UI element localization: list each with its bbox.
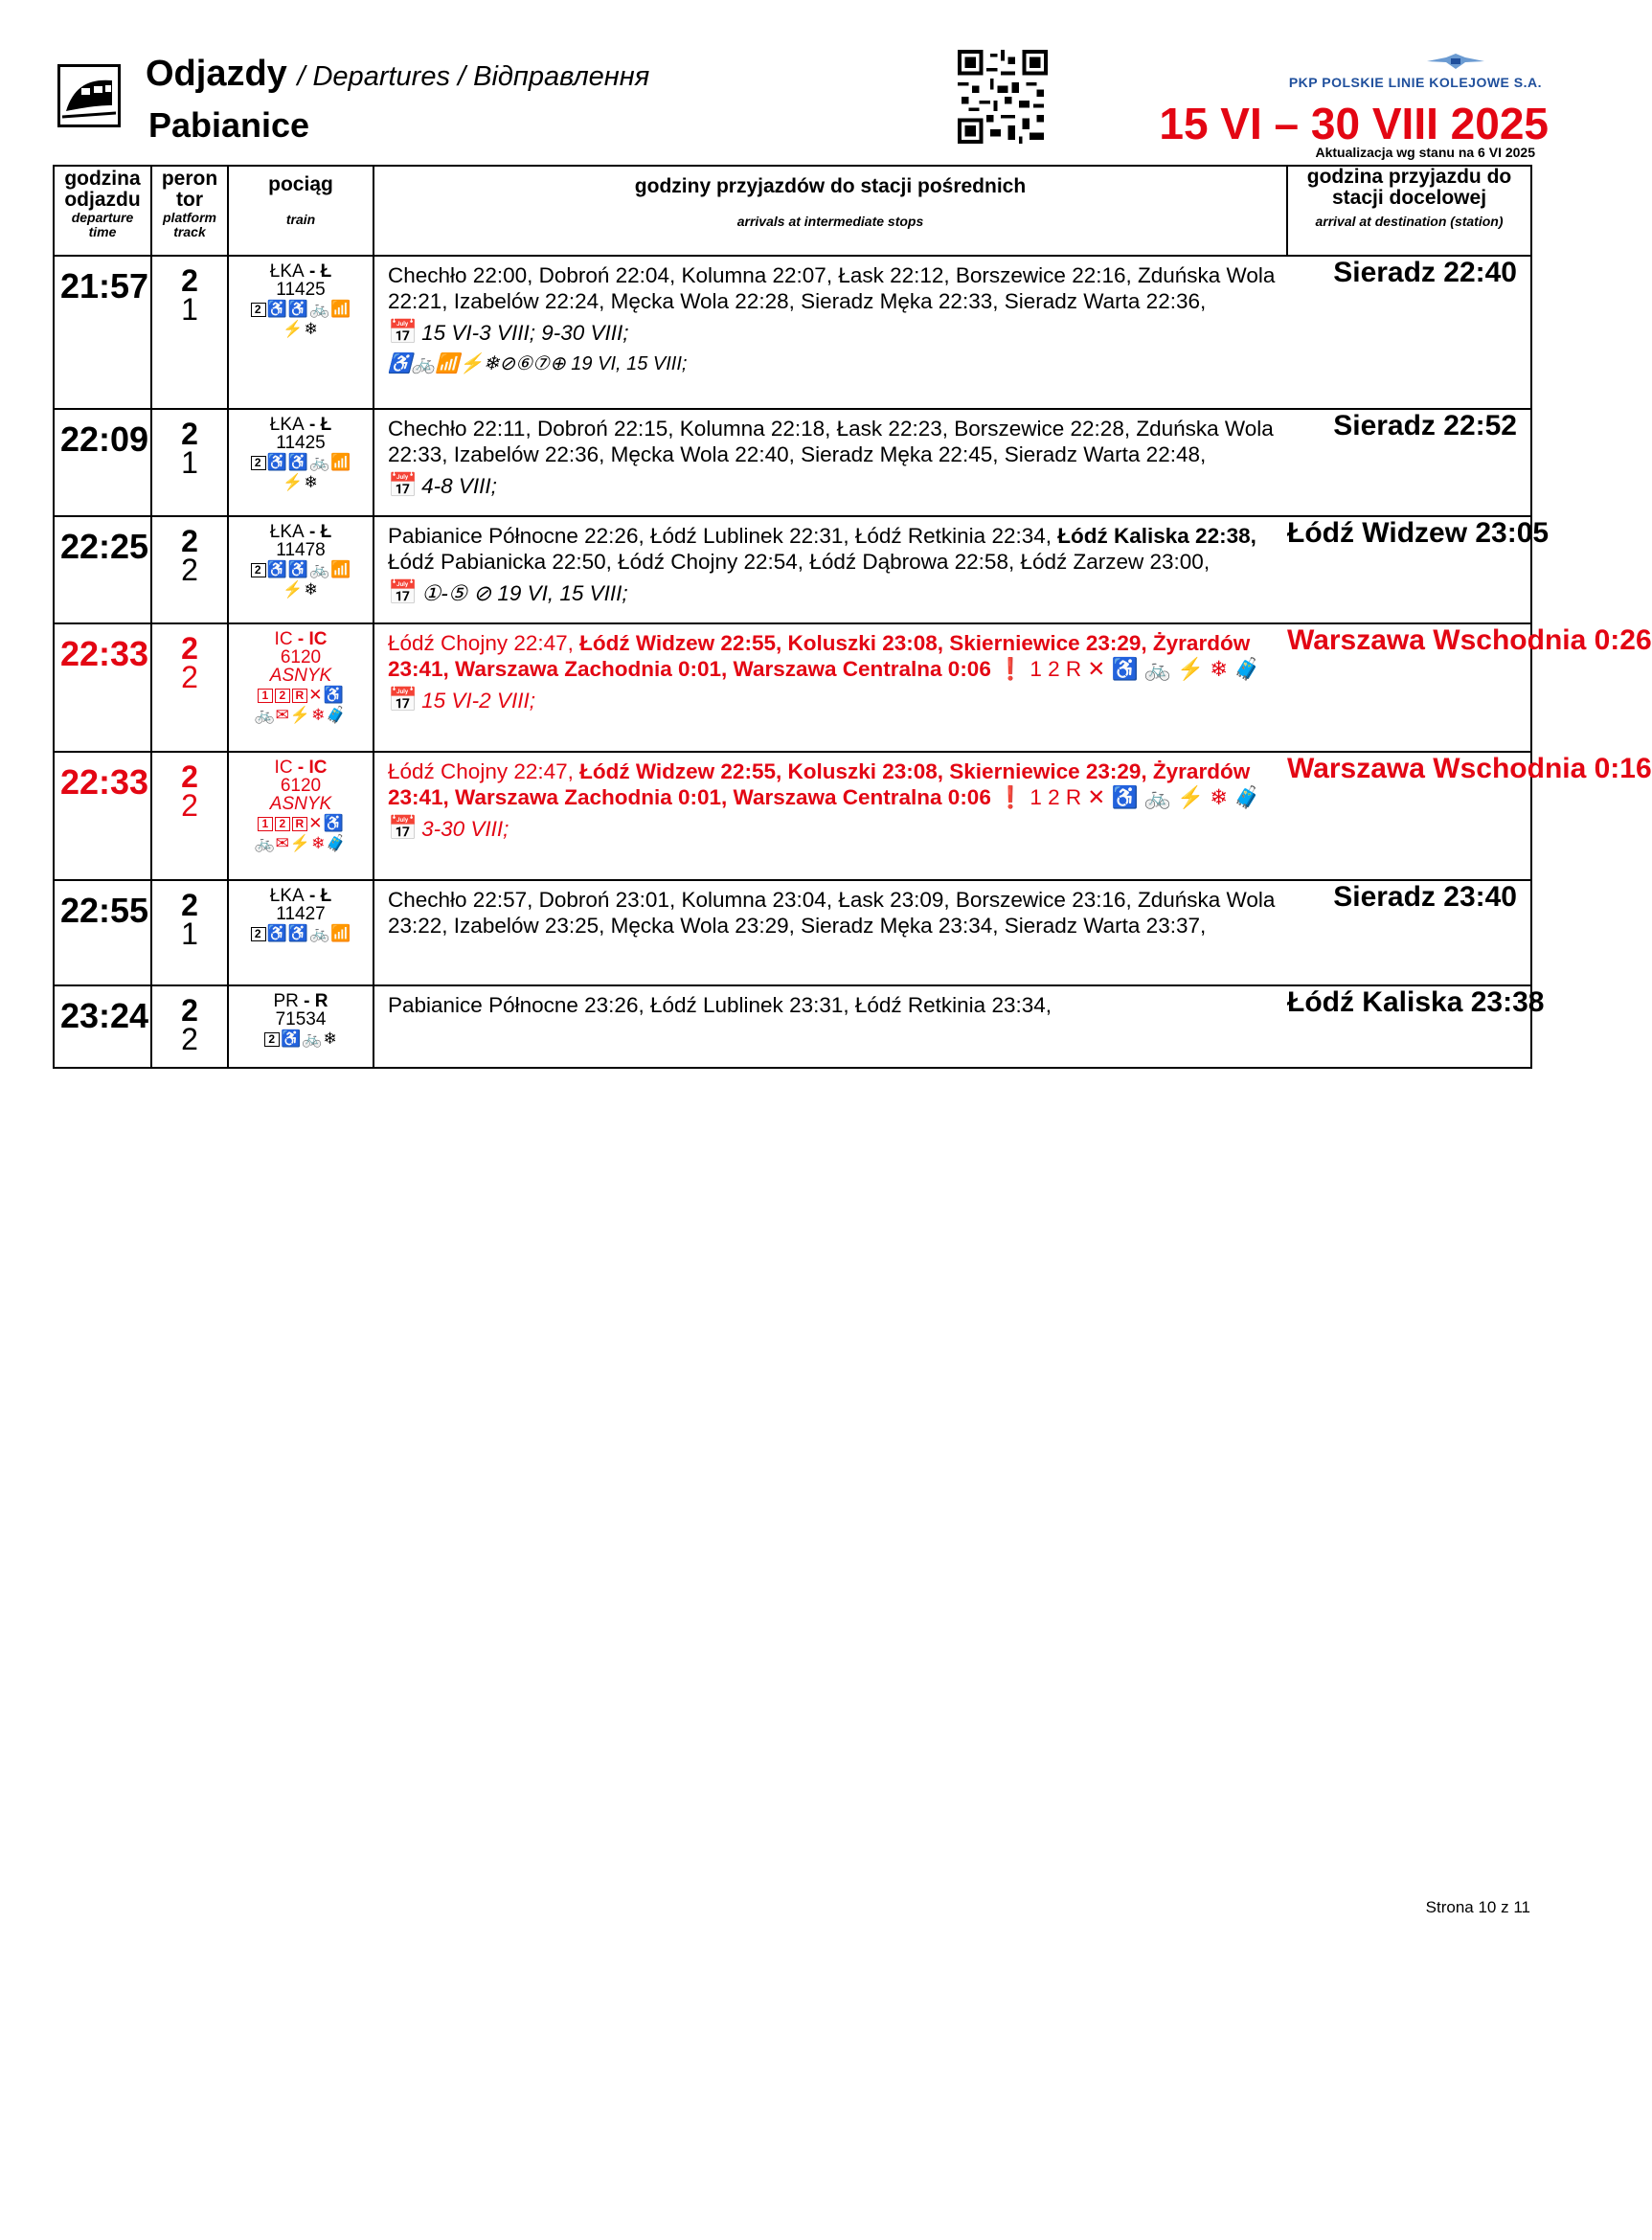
amenity-icon: ❄ bbox=[304, 580, 319, 599]
platform-number: 2 bbox=[181, 759, 198, 794]
update-note: Aktualizacja wg stanu na 6 VI 2025 bbox=[1315, 145, 1535, 160]
carrier: ŁKA bbox=[269, 415, 305, 435]
calendar-icon: 📅 bbox=[388, 579, 419, 606]
train-number: 11425 bbox=[276, 433, 326, 453]
class-1-icon: 1 bbox=[258, 689, 273, 703]
stops-text: Chechło 22:57, Dobroń 23:01, Kolumna 23:04, Łask 23:09, Borszewice 23:16, Zduńska Wola 23:22, Izabelów 23:25, Męcka Wola 23:29, Sieradz Męka 23:34, Sieradz Warta 23:37, bbox=[388, 888, 1276, 938]
amenity-icon: ✉ bbox=[275, 706, 290, 724]
amenity-icon: ♿ bbox=[287, 924, 309, 942]
table-row bbox=[54, 985, 1531, 1068]
amenity-icon: 🚲 bbox=[309, 300, 331, 318]
calendar-icon: 📅 bbox=[388, 815, 419, 842]
train-number: 6120 bbox=[280, 776, 322, 796]
amenity-icon: ♿ bbox=[287, 300, 309, 318]
class-2-icon: 2 bbox=[251, 927, 266, 941]
qr-code-icon bbox=[958, 50, 1048, 144]
train-amenity-icons bbox=[229, 299, 373, 339]
platform-track bbox=[151, 409, 228, 516]
amenity-icon: 📶 bbox=[330, 924, 352, 942]
track-number: 2 bbox=[181, 660, 198, 694]
table-row bbox=[54, 256, 1531, 409]
carrier: IC bbox=[274, 758, 293, 778]
header-platform: peron tor platform track bbox=[151, 166, 228, 256]
page-number: Strona 10 z 11 bbox=[1425, 1898, 1530, 1916]
stops-continued: ❗ 1 2 R ✕ ♿ 🚲 ⚡ ❄ 🧳 bbox=[990, 785, 1261, 809]
train-category: Ł bbox=[320, 415, 332, 435]
amenity-icon: ⚡ bbox=[283, 580, 305, 599]
validity-period: 15 VI – 30 VIII 2025 bbox=[1159, 99, 1549, 148]
amenity-icon: ♿ bbox=[266, 300, 288, 318]
departure-time: 22:33 bbox=[54, 623, 151, 752]
departure-time: 22:09 bbox=[54, 409, 151, 516]
platform-track bbox=[151, 880, 228, 985]
train-info: ŁKA - Ł 11425 2 ♿♿🚲📶 ⚡❄ bbox=[228, 409, 373, 516]
pkp-plk-logo: PKP POLSKIE LINIE KOLEJOWE S.A. bbox=[1336, 52, 1542, 90]
train-category: Ł bbox=[320, 522, 332, 542]
train-info: IC - IC 6120 ASNYK 1 2 R ✕♿ 🚲✉⚡❄🧳 bbox=[228, 623, 373, 752]
amenity-icon: 🧳 bbox=[326, 834, 348, 852]
track-number: 2 bbox=[181, 1022, 198, 1056]
header-train: pociąg train bbox=[228, 166, 373, 256]
departure-time: 22:33 bbox=[54, 752, 151, 880]
departure-time: 22:25 bbox=[54, 516, 151, 623]
calendar-dates: 3-30 VIII; bbox=[421, 817, 509, 841]
class-2-icon: 2 bbox=[251, 563, 266, 577]
amenity-icon: ❄ bbox=[311, 834, 327, 852]
class-1-icon: 1 bbox=[258, 817, 273, 831]
train-name: ASNYK bbox=[269, 794, 332, 814]
stops-text: Łódź Chojny 22:47, bbox=[388, 759, 580, 783]
calendar-icon: 📅 bbox=[388, 319, 419, 346]
stops-highlight: Łódź Widzew 22:55, Koluszki 23:08, Skierniewice 23:29, Żyrardów 23:41, Warszawa Zachodnia 0:01, Warszawa Centralna 0:06 bbox=[388, 631, 1251, 681]
page-title: Odjazdy / Departures / Відправлення bbox=[146, 54, 650, 94]
track-number: 1 bbox=[181, 292, 198, 327]
train-amenity-icons bbox=[229, 813, 373, 853]
carrier: ŁKA bbox=[269, 261, 305, 282]
calendar-note bbox=[388, 580, 1279, 606]
carrier: ŁKA bbox=[269, 886, 305, 906]
class-2-icon: 2 bbox=[275, 817, 290, 831]
stops-continued: Łódź Pabianicka 22:50, Łódź Chojny 22:54, Łódź Dąbrowa 22:58, Łódź Zarzew 23:00, bbox=[388, 550, 1211, 574]
stops-highlight: Łódź Kaliska 22:38, bbox=[1057, 524, 1256, 548]
stops-continued: ❗ 1 2 R ✕ ♿ 🚲 ⚡ ❄ 🧳 bbox=[990, 657, 1261, 681]
amenity-icon: 🚲 bbox=[309, 924, 331, 942]
exception-note: ♿🚲📶⚡❄⊘⑥⑦⊕ 19 VI, 15 VIII; bbox=[388, 353, 688, 374]
track-number: 2 bbox=[181, 553, 198, 587]
train-amenity-icons bbox=[229, 452, 373, 492]
amenity-icon: ⚡ bbox=[283, 320, 305, 338]
reservation-icon: R bbox=[292, 689, 307, 703]
train-icon bbox=[57, 64, 121, 127]
header-stops: godziny przyjazdów do stacji pośrednich arrivals at intermediate stops bbox=[373, 166, 1287, 256]
intermediate-stops bbox=[373, 516, 1287, 623]
amenity-icon: 📶 bbox=[330, 560, 352, 578]
amenity-icon: ✕ bbox=[308, 814, 324, 832]
amenity-icon: ❄ bbox=[304, 473, 319, 491]
intermediate-stops bbox=[373, 985, 1287, 1068]
intermediate-stops bbox=[373, 256, 1287, 409]
destination-arrival: Sieradz 22:40 bbox=[1287, 256, 1531, 409]
destination-arrival: Sieradz 23:40 bbox=[1287, 880, 1531, 985]
destination-arrival: Warszawa Wschodnia 0:26 bbox=[1287, 623, 1531, 752]
train-amenity-icons bbox=[229, 685, 373, 725]
departure-time: 21:57 bbox=[54, 256, 151, 409]
train-category: IC bbox=[308, 629, 328, 649]
amenity-icon: 🚲 bbox=[254, 834, 276, 852]
train-info: PR - R 71534 2 ♿🚲❄ bbox=[228, 985, 373, 1068]
platform-number: 2 bbox=[181, 524, 198, 558]
stops-text: Łódź Chojny 22:47, bbox=[388, 631, 580, 655]
table-row bbox=[54, 880, 1531, 985]
amenity-icon: 🚲 bbox=[309, 453, 331, 471]
amenity-icon: 🚲 bbox=[302, 1029, 324, 1048]
train-amenity-icons bbox=[229, 923, 373, 943]
train-name: ASNYK bbox=[269, 666, 332, 686]
amenity-icon: ♿ bbox=[287, 453, 309, 471]
intermediate-stops bbox=[373, 752, 1287, 880]
platform-number: 2 bbox=[181, 263, 198, 298]
amenity-icon: ❄ bbox=[323, 1029, 338, 1048]
class-2-icon: 2 bbox=[264, 1032, 280, 1047]
class-2-icon: 2 bbox=[251, 303, 266, 317]
platform-track bbox=[151, 985, 228, 1068]
train-category: IC bbox=[308, 758, 328, 778]
amenity-icon: ✉ bbox=[275, 834, 290, 852]
calendar-note bbox=[388, 473, 1279, 499]
reservation-icon: R bbox=[292, 817, 307, 831]
train-category: Ł bbox=[320, 886, 332, 906]
train-number: 11427 bbox=[276, 904, 326, 924]
amenity-icon: 🧳 bbox=[326, 706, 348, 724]
calendar-dates: ①-⑤ ⊘ 19 VI, 15 VIII; bbox=[421, 581, 628, 605]
platform-number: 2 bbox=[181, 888, 198, 922]
train-category: R bbox=[314, 991, 328, 1011]
stops-text: Pabianice Północne 23:26, Łódź Lublinek 23:31, Łódź Retkinia 23:34, bbox=[388, 993, 1052, 1017]
platform-track bbox=[151, 256, 228, 409]
intermediate-stops bbox=[373, 623, 1287, 752]
stops-highlight: Łódź Widzew 22:55, Koluszki 23:08, Skierniewice 23:29, Żyrardów 23:41, Warszawa Zachodnia 0:01, Warszawa Centralna 0:06 bbox=[388, 759, 1251, 809]
calendar-note bbox=[388, 816, 1279, 842]
track-number: 1 bbox=[181, 916, 198, 951]
amenity-icon: ⚡ bbox=[283, 473, 305, 491]
train-amenity-icons bbox=[229, 559, 373, 600]
destination-arrival: Łódź Widzew 23:05 bbox=[1287, 516, 1531, 623]
amenity-icon: 🚲 bbox=[309, 560, 331, 578]
amenity-icon: 📶 bbox=[330, 453, 352, 471]
calendar-dates: 15 VI-3 VIII; 9-30 VIII; bbox=[421, 321, 629, 345]
platform-track bbox=[151, 752, 228, 880]
header-departure: godzina odjazdu departure time bbox=[54, 166, 151, 256]
departure-time: 22:55 bbox=[54, 880, 151, 985]
train-amenity-icons bbox=[229, 1029, 373, 1049]
destination-arrival: Łódź Kaliska 23:38 bbox=[1287, 985, 1531, 1068]
destination-arrival: Sieradz 22:52 bbox=[1287, 409, 1531, 516]
train-number: 71534 bbox=[275, 1009, 327, 1029]
table-row bbox=[54, 752, 1531, 880]
amenity-icon: ♿ bbox=[323, 686, 345, 704]
intermediate-stops bbox=[373, 880, 1287, 985]
amenity-icon: ♿ bbox=[266, 453, 288, 471]
track-number: 2 bbox=[181, 788, 198, 823]
class-2-icon: 2 bbox=[275, 689, 290, 703]
intermediate-stops bbox=[373, 409, 1287, 516]
stops-text: Chechło 22:11, Dobroń 22:15, Kolumna 22:18, Łask 22:23, Borszewice 22:28, Zduńska Wola 22:33, Izabelów 22:36, Męcka Wola 22:40, Sieradz Męka 22:45, Sieradz Warta 22:48, bbox=[388, 417, 1274, 466]
calendar-icon: 📅 bbox=[388, 687, 419, 713]
departure-time: 23:24 bbox=[54, 985, 151, 1068]
table-row bbox=[54, 623, 1531, 752]
amenity-icon: ♿ bbox=[281, 1029, 303, 1048]
table-row bbox=[54, 516, 1531, 623]
amenity-icon: ♿ bbox=[266, 560, 288, 578]
train-number: 11478 bbox=[276, 540, 326, 560]
amenity-icon: ♿ bbox=[323, 814, 345, 832]
platform-track bbox=[151, 623, 228, 752]
platform-track bbox=[151, 516, 228, 623]
station-name: Pabianice bbox=[148, 105, 310, 145]
train-info: ŁKA - Ł 11478 2 ♿♿🚲📶 ⚡❄ bbox=[228, 516, 373, 623]
calendar-note bbox=[388, 688, 1279, 713]
amenity-icon: ⚡ bbox=[289, 834, 312, 852]
table-row bbox=[54, 409, 1531, 516]
stops-text: Pabianice Północne 22:26, Łódź Lublinek 22:31, Łódź Retkinia 22:34, bbox=[388, 524, 1058, 548]
train-category: Ł bbox=[320, 261, 332, 282]
amenity-icon: ✕ bbox=[308, 686, 324, 704]
platform-number: 2 bbox=[181, 993, 198, 1028]
train-info: IC - IC 6120 ASNYK 1 2 R ✕♿ 🚲✉⚡❄🧳 bbox=[228, 752, 373, 880]
class-2-icon: 2 bbox=[251, 456, 266, 470]
carrier: ŁKA bbox=[269, 522, 305, 542]
header-destination: godzina przyjazdu do stacji docelowej arrival at destination (station) bbox=[1287, 166, 1531, 256]
amenity-icon: ♿ bbox=[287, 560, 309, 578]
train-info: ŁKA - Ł 11427 2 ♿♿🚲📶 bbox=[228, 880, 373, 985]
train-number: 11425 bbox=[276, 280, 326, 300]
amenity-icon: ⚡ bbox=[289, 706, 312, 724]
train-number: 6120 bbox=[280, 647, 322, 667]
departures-table bbox=[53, 165, 1652, 1069]
carrier: IC bbox=[274, 629, 293, 649]
platform-number: 2 bbox=[181, 631, 198, 666]
amenity-icon: ❄ bbox=[311, 706, 327, 724]
train-info: ŁKA - Ł 11425 2 ♿♿🚲📶 ⚡❄ bbox=[228, 256, 373, 409]
track-number: 1 bbox=[181, 445, 198, 480]
calendar-dates: 4-8 VIII; bbox=[421, 474, 497, 498]
amenity-icon: ❄ bbox=[304, 320, 319, 338]
calendar-note bbox=[388, 320, 1279, 346]
calendar-dates: 15 VI-2 VIII; bbox=[421, 689, 535, 713]
calendar-icon: 📅 bbox=[388, 472, 419, 499]
platform-number: 2 bbox=[181, 417, 198, 451]
stops-text: Chechło 22:00, Dobroń 22:04, Kolumna 22:07, Łask 22:12, Borszewice 22:16, Zduńska Wola 22:21, Izabelów 22:24, Męcka Wola 22:28, Sieradz Męka 22:33, Sieradz Warta 22:36, bbox=[388, 263, 1276, 313]
destination-arrival: Warszawa Wschodnia 0:16 bbox=[1287, 752, 1531, 880]
amenity-icon: 🚲 bbox=[254, 706, 276, 724]
carrier: PR bbox=[273, 991, 299, 1011]
amenity-icon: ♿ bbox=[266, 924, 288, 942]
amenity-icon: 📶 bbox=[330, 300, 352, 318]
